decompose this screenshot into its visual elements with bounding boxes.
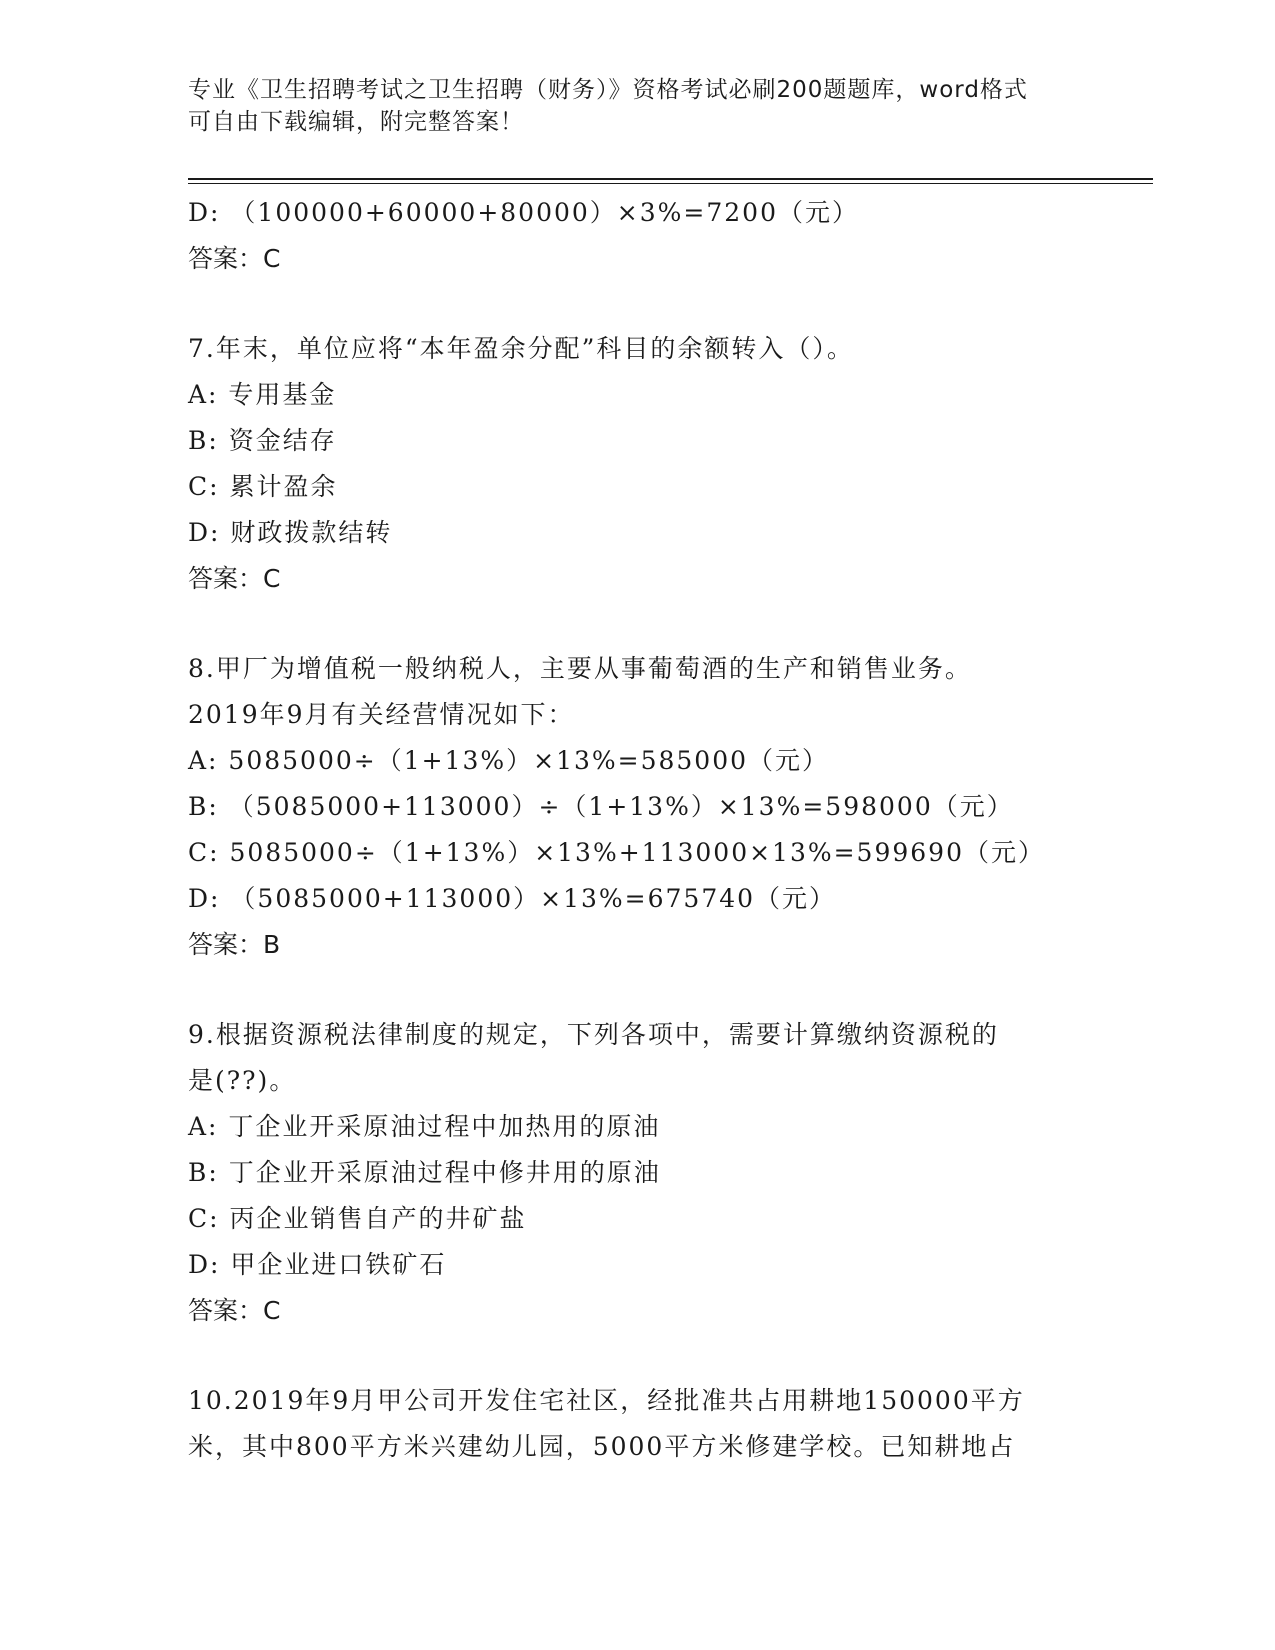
spacer bbox=[188, 968, 1068, 1012]
spacer bbox=[188, 1334, 1068, 1378]
header-line-1: 专业《卫生招聘考试之卫生招聘（财务）》资格考试必刷200题题库，word格式 bbox=[188, 77, 1028, 103]
option-d: D: 财政拨款结转 bbox=[188, 518, 393, 547]
option-a: A: 专用基金 bbox=[188, 380, 337, 409]
option-c: C: 累计盈余 bbox=[188, 472, 338, 501]
header-divider-thin bbox=[188, 183, 1153, 184]
question-stem: 9.根据资源税法律制度的规定，下列各项中，需要计算缴纳资源税的 bbox=[188, 1020, 999, 1049]
answer-line: 答案：C bbox=[188, 1296, 281, 1325]
question-stem: 7.年末，单位应将“本年盈余分配”科目的余额转入（）。 bbox=[188, 334, 854, 363]
question-8 bbox=[188, 646, 1068, 968]
question-10 bbox=[188, 1378, 1068, 1470]
option-a: A: 丁企业开采原油过程中加热用的原油 bbox=[188, 1112, 661, 1141]
question-7 bbox=[188, 326, 1068, 602]
option-d: D: 甲企业进口铁矿石 bbox=[188, 1250, 447, 1279]
spacer bbox=[188, 602, 1068, 646]
question-stem-continued: 是(??)。 bbox=[188, 1066, 297, 1095]
option-d: D: （5085000+113000）×13%=675740（元） bbox=[188, 884, 837, 913]
question-stem: 8.甲厂为增值税一般纳税人，主要从事葡萄酒的生产和销售业务。 bbox=[188, 654, 972, 683]
question-6-tail bbox=[188, 190, 1068, 282]
option-c: C: 丙企业销售自产的井矿盐 bbox=[188, 1204, 527, 1233]
question-9 bbox=[188, 1012, 1068, 1334]
document-header bbox=[188, 74, 1068, 138]
option-c: C: 5085000÷（1+13%）×13%+113000×13%=599690（元） bbox=[188, 838, 1045, 867]
option-b: B: 资金结存 bbox=[188, 426, 337, 455]
spacer bbox=[188, 282, 1068, 326]
option-b: B: 丁企业开采原油过程中修井用的原油 bbox=[188, 1158, 661, 1187]
question-stem-continued: 2019年9月有关经营情况如下： bbox=[188, 700, 575, 729]
option-d: D: （100000+60000+80000）×3%=7200（元） bbox=[188, 198, 859, 227]
option-b: B: （5085000+113000）÷（1+13%）×13%=598000（元） bbox=[188, 792, 1014, 821]
header-line-2: 可自由下载编辑，附完整答案！ bbox=[188, 109, 524, 135]
option-a: A: 5085000÷（1+13%）×13%=585000（元） bbox=[188, 746, 830, 775]
question-list bbox=[188, 190, 1068, 1470]
answer-line: 答案：C bbox=[188, 244, 281, 273]
header-divider-thick bbox=[188, 178, 1153, 180]
answer-line: 答案：B bbox=[188, 930, 281, 959]
question-stem-continued: 米，其中800平方米兴建幼儿园，5000平方米修建学校。已知耕地占 bbox=[188, 1432, 1016, 1461]
question-stem: 10.2019年9月甲公司开发住宅社区，经批准共占用耕地150000平方 bbox=[188, 1386, 1025, 1415]
answer-line: 答案：C bbox=[188, 564, 281, 593]
